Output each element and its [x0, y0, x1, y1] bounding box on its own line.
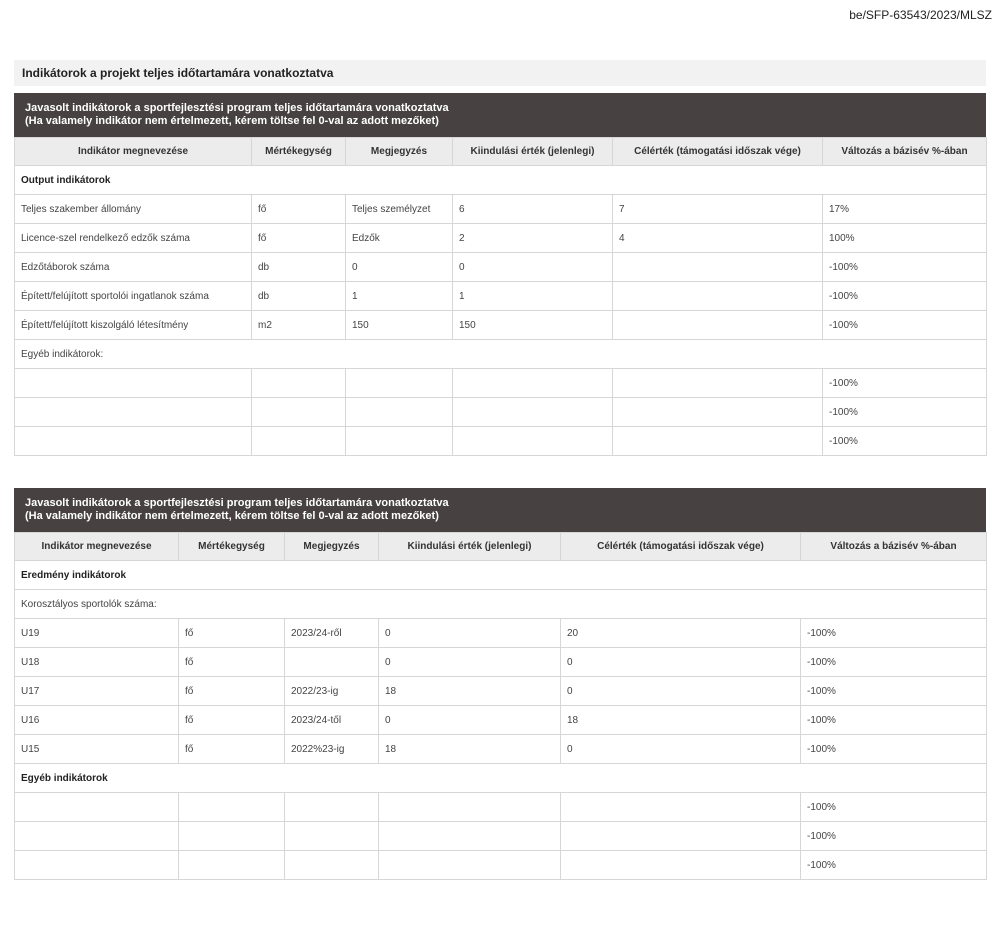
table-cell: -100%	[823, 253, 987, 282]
table-cell: Teljes szakember állomány	[15, 195, 252, 224]
table-cell: 0	[379, 619, 561, 648]
table-row	[15, 282, 987, 311]
table-row	[15, 822, 987, 851]
table-cell: 17%	[823, 195, 987, 224]
table-cell: 0	[379, 706, 561, 735]
group-row	[15, 340, 987, 369]
column-header: Kiindulási érték (jelenlegi)	[453, 138, 613, 166]
output-indicators-table	[14, 137, 987, 456]
group-label: Egyéb indikátorok:	[15, 340, 987, 369]
table-cell: 18	[561, 706, 801, 735]
table-cell: 2022%23-ig	[285, 735, 379, 764]
table-cell	[252, 427, 346, 456]
table-row	[15, 851, 987, 880]
table-cell	[379, 793, 561, 822]
table-row	[15, 369, 987, 398]
group-row	[15, 764, 987, 793]
table-cell	[15, 822, 179, 851]
table-cell: -100%	[801, 793, 987, 822]
column-header: Indikátor megnevezése	[15, 533, 179, 561]
table-cell	[613, 398, 823, 427]
table-cell: -100%	[801, 735, 987, 764]
table-cell: db	[252, 282, 346, 311]
table-cell: Épített/felújított sportolói ingatlanok száma	[15, 282, 252, 311]
group-label: Egyéb indikátorok	[15, 764, 987, 793]
column-header: Célérték (támogatási időszak vége)	[561, 533, 801, 561]
table-cell: fő	[179, 677, 285, 706]
table-cell	[561, 851, 801, 880]
table-cell	[453, 398, 613, 427]
result-indicators-table	[14, 532, 987, 880]
table-cell: 4	[613, 224, 823, 253]
table-cell	[252, 398, 346, 427]
table-cell: 100%	[823, 224, 987, 253]
table-cell	[285, 793, 379, 822]
column-header: Indikátor megnevezése	[15, 138, 252, 166]
table-cell: U19	[15, 619, 179, 648]
column-header: Kiindulási érték (jelenlegi)	[379, 533, 561, 561]
column-header: Mértékegység	[252, 138, 346, 166]
table-cell: Épített/felújított kiszolgáló létesítmény	[15, 311, 252, 340]
table-cell: fő	[179, 706, 285, 735]
table-cell: 1	[453, 282, 613, 311]
table-row	[15, 195, 987, 224]
group-row	[15, 561, 987, 590]
table-cell: U16	[15, 706, 179, 735]
table-cell: 18	[379, 677, 561, 706]
table-cell: 2022/23-ig	[285, 677, 379, 706]
table2-column-headers	[15, 533, 987, 561]
column-header: Megjegyzés	[346, 138, 453, 166]
table-cell: 0	[379, 648, 561, 677]
table-cell: fő	[179, 619, 285, 648]
table-row	[15, 706, 987, 735]
table-cell	[346, 398, 453, 427]
table-cell: 2023/24-től	[285, 706, 379, 735]
table-cell	[346, 427, 453, 456]
table-cell: m2	[252, 311, 346, 340]
table-cell	[613, 311, 823, 340]
table-row	[15, 619, 987, 648]
table-cell: U15	[15, 735, 179, 764]
table2-header-line2: (Ha valamely indikátor nem értelmezett, kérem töltse fel 0-val az adott mezőket)	[25, 510, 439, 522]
table-cell: -100%	[823, 282, 987, 311]
table-row	[15, 793, 987, 822]
table-cell: 20	[561, 619, 801, 648]
group-row	[15, 166, 987, 195]
table-cell	[453, 427, 613, 456]
document-reference: be/SFP-63543/2023/MLSZ	[849, 8, 992, 22]
table-cell	[613, 282, 823, 311]
table-cell: -100%	[801, 851, 987, 880]
table-row	[15, 224, 987, 253]
table-cell	[453, 369, 613, 398]
table-cell	[285, 822, 379, 851]
column-header: Változás a bázisév %-ában	[801, 533, 987, 561]
table-cell	[252, 369, 346, 398]
table-cell: 1	[346, 282, 453, 311]
table-cell	[379, 851, 561, 880]
table-cell: U17	[15, 677, 179, 706]
table-cell: db	[252, 253, 346, 282]
table-cell: -100%	[823, 369, 987, 398]
table-cell	[179, 822, 285, 851]
result-indicators-block	[14, 488, 986, 880]
table-cell: 7	[613, 195, 823, 224]
table-cell: 150	[346, 311, 453, 340]
table1-header-line2: (Ha valamely indikátor nem értelmezett, kérem töltse fel 0-val az adott mezőket)	[25, 115, 439, 127]
table-cell: -100%	[823, 427, 987, 456]
table-row	[15, 648, 987, 677]
table-row	[15, 253, 987, 282]
table-cell	[15, 851, 179, 880]
output-indicators-block	[14, 93, 986, 456]
table-cell: 6	[453, 195, 613, 224]
table-cell: 18	[379, 735, 561, 764]
table-row	[15, 427, 987, 456]
table-cell	[561, 793, 801, 822]
subgroup-label: Korosztályos sportolók száma:	[15, 590, 987, 619]
column-header: Megjegyzés	[285, 533, 379, 561]
table-cell: fő	[179, 735, 285, 764]
table-cell	[15, 793, 179, 822]
table2-header	[14, 488, 986, 532]
table-cell: 2	[453, 224, 613, 253]
table-cell: fő	[179, 648, 285, 677]
column-header: Változás a bázisév %-ában	[823, 138, 987, 166]
column-header: Célérték (támogatási időszak vége)	[613, 138, 823, 166]
table-cell: -100%	[801, 706, 987, 735]
table-cell: fő	[252, 195, 346, 224]
table-cell: 150	[453, 311, 613, 340]
column-header: Mértékegység	[179, 533, 285, 561]
table-cell: -100%	[801, 648, 987, 677]
table-cell: 0	[561, 735, 801, 764]
table-cell: 0	[346, 253, 453, 282]
table-cell: Licence-szel rendelkező edzők száma	[15, 224, 252, 253]
table-cell: U18	[15, 648, 179, 677]
table-cell: Teljes személyzet	[346, 195, 453, 224]
subgroup-row	[15, 590, 987, 619]
table-cell: -100%	[801, 822, 987, 851]
group-label: Output indikátorok	[15, 166, 987, 195]
table-row	[15, 311, 987, 340]
table-cell: -100%	[801, 619, 987, 648]
table-row	[15, 677, 987, 706]
table-row	[15, 735, 987, 764]
table-row	[15, 398, 987, 427]
table-cell	[613, 427, 823, 456]
group-label: Eredmény indikátorok	[15, 561, 987, 590]
table-cell	[15, 369, 252, 398]
table-cell: fő	[252, 224, 346, 253]
table-cell	[179, 851, 285, 880]
table-cell: Edzők	[346, 224, 453, 253]
table-cell: 0	[453, 253, 613, 282]
table-cell: -100%	[823, 311, 987, 340]
table-cell: 0	[561, 677, 801, 706]
table-cell: 2023/24-ről	[285, 619, 379, 648]
table-cell: Edzőtáborok száma	[15, 253, 252, 282]
table-cell	[179, 793, 285, 822]
table1-column-headers	[15, 138, 987, 166]
table-cell	[346, 369, 453, 398]
table-cell	[15, 398, 252, 427]
table2-header-line1: Javasolt indikátorok a sportfejlesztési program teljes időtartamára vonatkoztatva	[25, 497, 449, 509]
table-cell	[379, 822, 561, 851]
table-cell	[613, 253, 823, 282]
table-cell	[285, 648, 379, 677]
table-cell	[285, 851, 379, 880]
section-title: Indikátorok a projekt teljes időtartamára vonatkoztatva	[14, 60, 986, 86]
table-cell	[15, 427, 252, 456]
table-cell: -100%	[823, 398, 987, 427]
table-cell	[613, 369, 823, 398]
table-cell	[561, 822, 801, 851]
table1-header	[14, 93, 986, 137]
table1-header-line1: Javasolt indikátorok a sportfejlesztési program teljes időtartamára vonatkoztatva	[25, 102, 449, 114]
table-cell: 0	[561, 648, 801, 677]
table-cell: -100%	[801, 677, 987, 706]
